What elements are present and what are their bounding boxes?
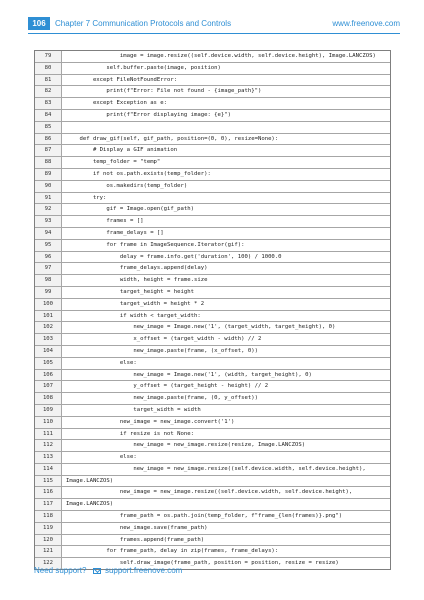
line-number: 114 [35,464,62,475]
line-number: 86 [35,134,62,145]
code-text: new_image = new_image.resize((self.device.width, self.device.height), [66,489,353,496]
code-text: else: [66,359,137,366]
code-text: frame_path = os.path.join(temp_folder, f"frame_{len(frames)}.png") [66,513,343,520]
line-number: 113 [35,452,62,463]
code-text: width, height = frame.size [66,277,208,284]
line-number: 89 [35,169,62,180]
code-line [35,75,390,87]
code-text: frame_delays.append(delay) [66,265,208,272]
line-number: 97 [35,263,62,274]
code-line [35,370,390,382]
code-line [35,464,390,476]
line-number: 90 [35,181,62,192]
line-number: 84 [35,110,62,121]
code-line [35,145,390,157]
line-number: 99 [35,287,62,298]
line-number: 120 [35,535,62,546]
code-line [35,358,390,370]
chapter-title: Chapter 7 Communication Protocols and Controls [55,19,232,28]
code-text: target_height = height [66,288,194,295]
line-number: 88 [35,157,62,168]
code-text: Image.LANCZOS) [66,477,114,484]
code-block [34,50,391,570]
code-line [35,393,390,405]
code-line [35,287,390,299]
line-number: 80 [35,63,62,74]
code-line [35,86,390,98]
line-number: 106 [35,370,62,381]
line-number: 121 [35,546,62,557]
line-number: 82 [35,86,62,97]
code-text: for frame in ImageSequence.Iterator(gif): [66,241,245,248]
line-number: 119 [35,523,62,534]
code-line [35,51,390,63]
code-line [35,216,390,228]
code-text: else: [66,454,137,461]
code-text: Image.LANCZOS) [66,501,114,508]
code-text: os.makedirs(temp_folder) [66,182,188,189]
page-footer [34,565,182,577]
code-line [35,511,390,523]
line-number: 100 [35,299,62,310]
code-line [35,429,390,441]
code-line [35,476,390,488]
code-text: image = image.resize((self.device.width, self.device.height), Image.LANCZOS) [66,53,376,59]
code-line [35,487,390,499]
code-line [35,98,390,110]
mail-icon [93,568,101,574]
code-text: new_image.paste(frame, (x_offset, 0)) [66,347,258,354]
code-line [35,346,390,358]
code-text: except Exception as e: [66,100,168,107]
code-line [35,405,390,417]
code-text: new_image = Image.new('1', (width, target_height), 0) [66,371,312,378]
code-text: y_offset = (target_height - height) // 2 [66,383,269,390]
code-text: x_offset = (target_width - width) // 2 [66,336,262,343]
code-line [35,523,390,535]
code-line [35,381,390,393]
line-number: 96 [35,252,62,263]
code-text: new_image = new_image.resize(resize, Image.LANCZOS) [66,442,306,449]
code-text: new_image = new_image.convert('1') [66,418,235,425]
code-line [35,322,390,334]
code-text: try: [66,194,107,201]
line-number: 92 [35,204,62,215]
header-divider [28,33,400,34]
code-line [35,417,390,429]
code-line [35,452,390,464]
page-number: 106 [28,17,50,30]
line-number: 103 [35,334,62,345]
line-number: 118 [35,511,62,522]
line-number: 98 [35,275,62,286]
line-number: 115 [35,476,62,487]
code-text: target_width = width [66,406,201,413]
line-number: 93 [35,216,62,227]
line-number: 95 [35,240,62,251]
code-text: # Display a GIF animation [66,147,178,154]
code-text: frame_delays = [] [66,229,164,236]
line-number: 122 [35,558,62,569]
line-number: 117 [35,499,62,510]
code-line [35,252,390,264]
code-line [35,110,390,122]
code-text: new_image.paste(frame, (0, y_offset)) [66,395,258,402]
code-text: if width < target_width: [66,312,201,319]
line-number: 105 [35,358,62,369]
code-text: for frame_path, delay in zip(frames, frame_delays): [66,548,279,555]
code-line [35,275,390,287]
line-number: 79 [35,51,62,62]
code-line [35,535,390,547]
line-number: 110 [35,417,62,428]
code-text: gif = Image.open(gif_path) [66,206,194,213]
code-line [35,134,390,146]
code-line [35,440,390,452]
code-line [35,311,390,323]
line-number: 91 [35,193,62,204]
line-number: 107 [35,381,62,392]
line-number: 101 [35,311,62,322]
line-number: 102 [35,322,62,333]
code-line [35,157,390,169]
code-line [35,546,390,558]
line-number: 85 [35,122,62,133]
site-link[interactable]: www.freenove.com [332,19,400,28]
code-line [35,299,390,311]
code-line [35,499,390,511]
code-line [35,334,390,346]
line-number: 94 [35,228,62,239]
line-number: 81 [35,75,62,86]
code-line [35,122,390,134]
code-text: self.draw_image(frame_path, position = position, resize = resize) [66,560,339,567]
code-line [35,63,390,75]
code-text: new_image.save(frame_path) [66,524,208,531]
code-text: target_width = height * 2 [66,300,205,307]
line-number: 83 [35,98,62,109]
line-number: 109 [35,405,62,416]
support-link[interactable]: support.freenove.com [104,566,183,575]
code-text: print(f"Error displaying image: {e}") [66,111,232,118]
line-number: 116 [35,487,62,498]
code-line [35,193,390,205]
page-header [28,17,400,30]
code-text: delay = frame.info.get('duration', 100) / 1000.0 [66,253,282,260]
line-number: 87 [35,145,62,156]
code-text: new_image = Image.new('1', (target_width, target_height), 0) [66,324,336,331]
code-text: if resize is not None: [66,430,194,437]
support-label: Need support? [34,566,87,575]
code-text: frames.append(frame_path) [66,536,205,543]
code-line [35,263,390,275]
code-line [35,204,390,216]
code-text: self.buffer.paste(image, position) [66,64,221,71]
code-text: def draw_gif(self, gif_path, position=(0, 0), resize=None): [66,135,279,142]
line-number: 108 [35,393,62,404]
code-line [35,240,390,252]
code-text: temp_folder = "temp" [66,159,161,166]
code-line [35,169,390,181]
code-text: if not os.path.exists(temp_folder): [66,170,211,177]
line-number: 111 [35,429,62,440]
code-text: print(f"Error: File not found - {image_path}") [66,88,262,95]
line-number: 112 [35,440,62,451]
code-text: frames = [] [66,218,144,225]
code-text: except FileNotFoundError: [66,76,178,83]
code-text: new_image = new_image.resize((self.device.width, self.device.height), [66,465,366,472]
code-line [35,228,390,240]
line-number: 104 [35,346,62,357]
code-line [35,181,390,193]
